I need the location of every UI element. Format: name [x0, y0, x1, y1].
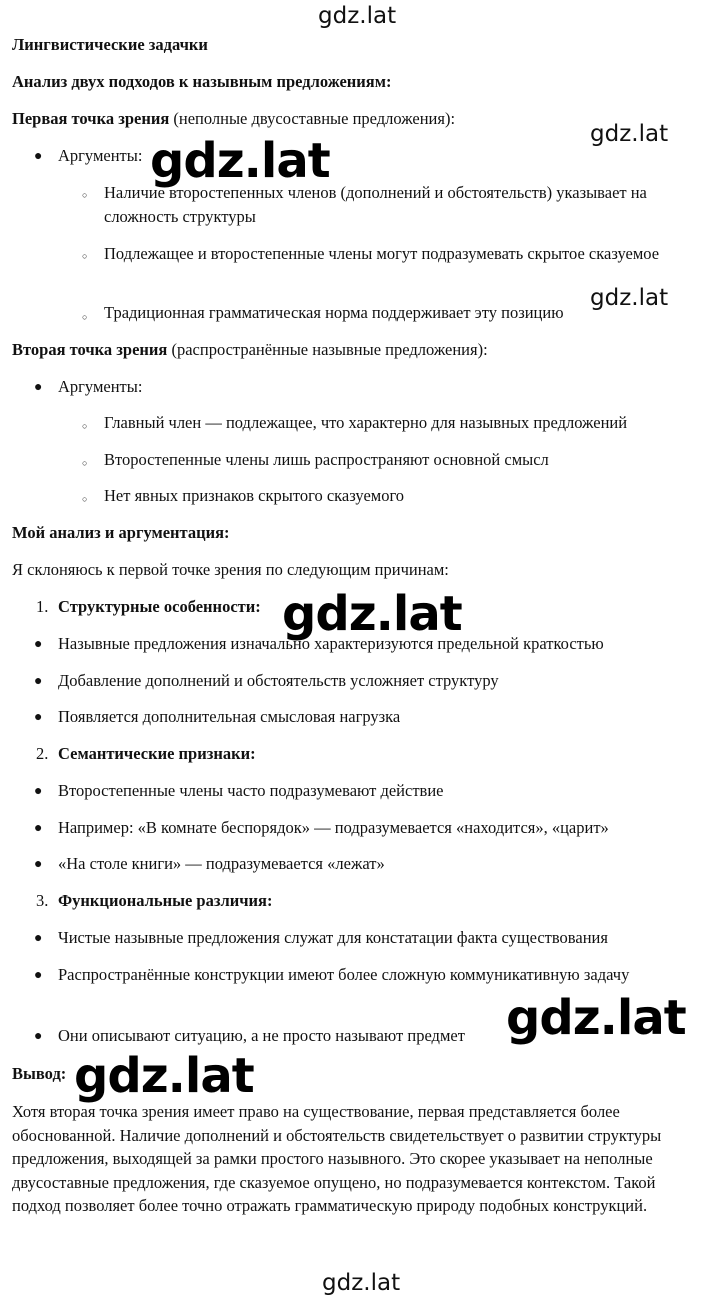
list-item: Распространённые конструкции имеют более сложную коммуникативную задачу: [58, 965, 630, 984]
doc-title: Лингвистические задачки: [12, 35, 208, 54]
watermark: gdz.lat: [282, 586, 462, 642]
bullet-icon: ●: [34, 784, 43, 799]
circle-bullet-icon: ○: [82, 421, 88, 431]
view2-line: [12, 340, 488, 360]
view2-label: Вторая точка зрения: [12, 340, 168, 359]
point-number: 3.: [36, 891, 49, 910]
point-label: Функциональные различия:: [58, 891, 273, 910]
list-item: Назывные предложения изначально характеризуются предельной краткостью: [58, 634, 604, 653]
list-item: Наличие второстепенных членов (дополнений и обстоятельств) указывает на сложность структуры: [104, 183, 647, 226]
view1-label: Первая точка зрения: [12, 109, 170, 128]
list-item: Чистые назывные предложения служат для констатации факта существования: [58, 928, 608, 947]
list-item: Добавление дополнений и обстоятельств усложняет структуру: [58, 671, 499, 690]
watermark: gdz.lat: [74, 1048, 254, 1104]
list-item: Второстепенные члены лишь распространяют основной смысл: [104, 450, 549, 469]
point-number: 1.: [36, 597, 49, 616]
list-item: Появляется дополнительная смысловая нагрузка: [58, 707, 401, 726]
point-number: 2.: [36, 744, 49, 763]
analysis-heading: Мой анализ и аргументация:: [12, 523, 230, 542]
view1-note: (неполные двусоставные предложения):: [169, 109, 456, 128]
list-item: Второстепенные члены часто подразумевают действие: [58, 781, 444, 800]
conclusion-paragraph: Хотя вторая точка зрения имеет право на существование, первая представляется более обоснованной. Наличие дополнений и обстоятельств свидетельствует о развитии структуры предложения, выходящей за рамки простого назывного. Это скорее указывает на неполные двусоставные предложения, где сказуемое опущено, но подразумевается контекстом. Такой подход позволяет более точно отражать грамматическую природу подобных конструкций.: [12, 1102, 662, 1215]
circle-bullet-icon: ○: [82, 312, 88, 322]
conclusion-heading: Вывод:: [12, 1064, 67, 1083]
watermark: gdz.lat: [322, 1270, 401, 1296]
circle-bullet-icon: ○: [82, 190, 88, 200]
watermark: gdz.lat: [590, 121, 669, 147]
list-item: Нет явных признаков скрытого сказуемого: [104, 486, 405, 505]
bullet-icon: ●: [34, 710, 43, 725]
circle-bullet-icon: ○: [82, 251, 88, 261]
bullet-icon: ●: [34, 149, 43, 164]
point-label: Структурные особенности:: [58, 597, 261, 616]
bullet-icon: ●: [34, 674, 43, 689]
section-heading: Анализ двух подходов к назывным предложениям:: [12, 72, 392, 91]
view1-line: [12, 109, 455, 129]
bullet-icon: ●: [34, 637, 43, 652]
bullet-icon: ●: [34, 857, 43, 872]
watermark: gdz.lat: [318, 3, 397, 29]
bullet-icon: ●: [34, 931, 43, 946]
bullet-icon: ●: [34, 380, 43, 395]
point-label: Семантические признаки:: [58, 744, 256, 763]
circle-bullet-icon: ○: [82, 458, 88, 468]
circle-bullet-icon: ○: [82, 494, 88, 504]
analysis-intro: Я склоняюсь к первой точке зрения по следующим причинам:: [12, 560, 449, 579]
list-item: Они описывают ситуацию, а не просто называют предмет: [58, 1026, 465, 1045]
watermark: gdz.lat: [590, 285, 669, 311]
list-item: «На столе книги» — подразумевается «лежат»: [58, 854, 385, 873]
watermark: gdz.lat: [506, 990, 686, 1046]
list-item: Традиционная грамматическая норма поддерживает эту позицию: [104, 303, 564, 322]
bullet-icon: ●: [34, 1029, 43, 1044]
bullet-icon: ●: [34, 968, 43, 983]
list-item: Главный член — подлежащее, что характерно для назывных предложений: [104, 413, 628, 432]
view2-args: Аргументы:: [58, 377, 143, 396]
list-item: Например: «В комнате беспорядок» — подразумевается «находится», «царит»: [58, 818, 609, 837]
view1-args: Аргументы:: [58, 146, 143, 165]
list-item: Подлежащее и второстепенные члены могут подразумевать скрытое сказуемое: [104, 244, 660, 263]
bullet-icon: ●: [34, 821, 43, 836]
view2-note: (распространённые назывные предложения):: [167, 340, 488, 359]
watermark: gdz.lat: [150, 133, 330, 189]
